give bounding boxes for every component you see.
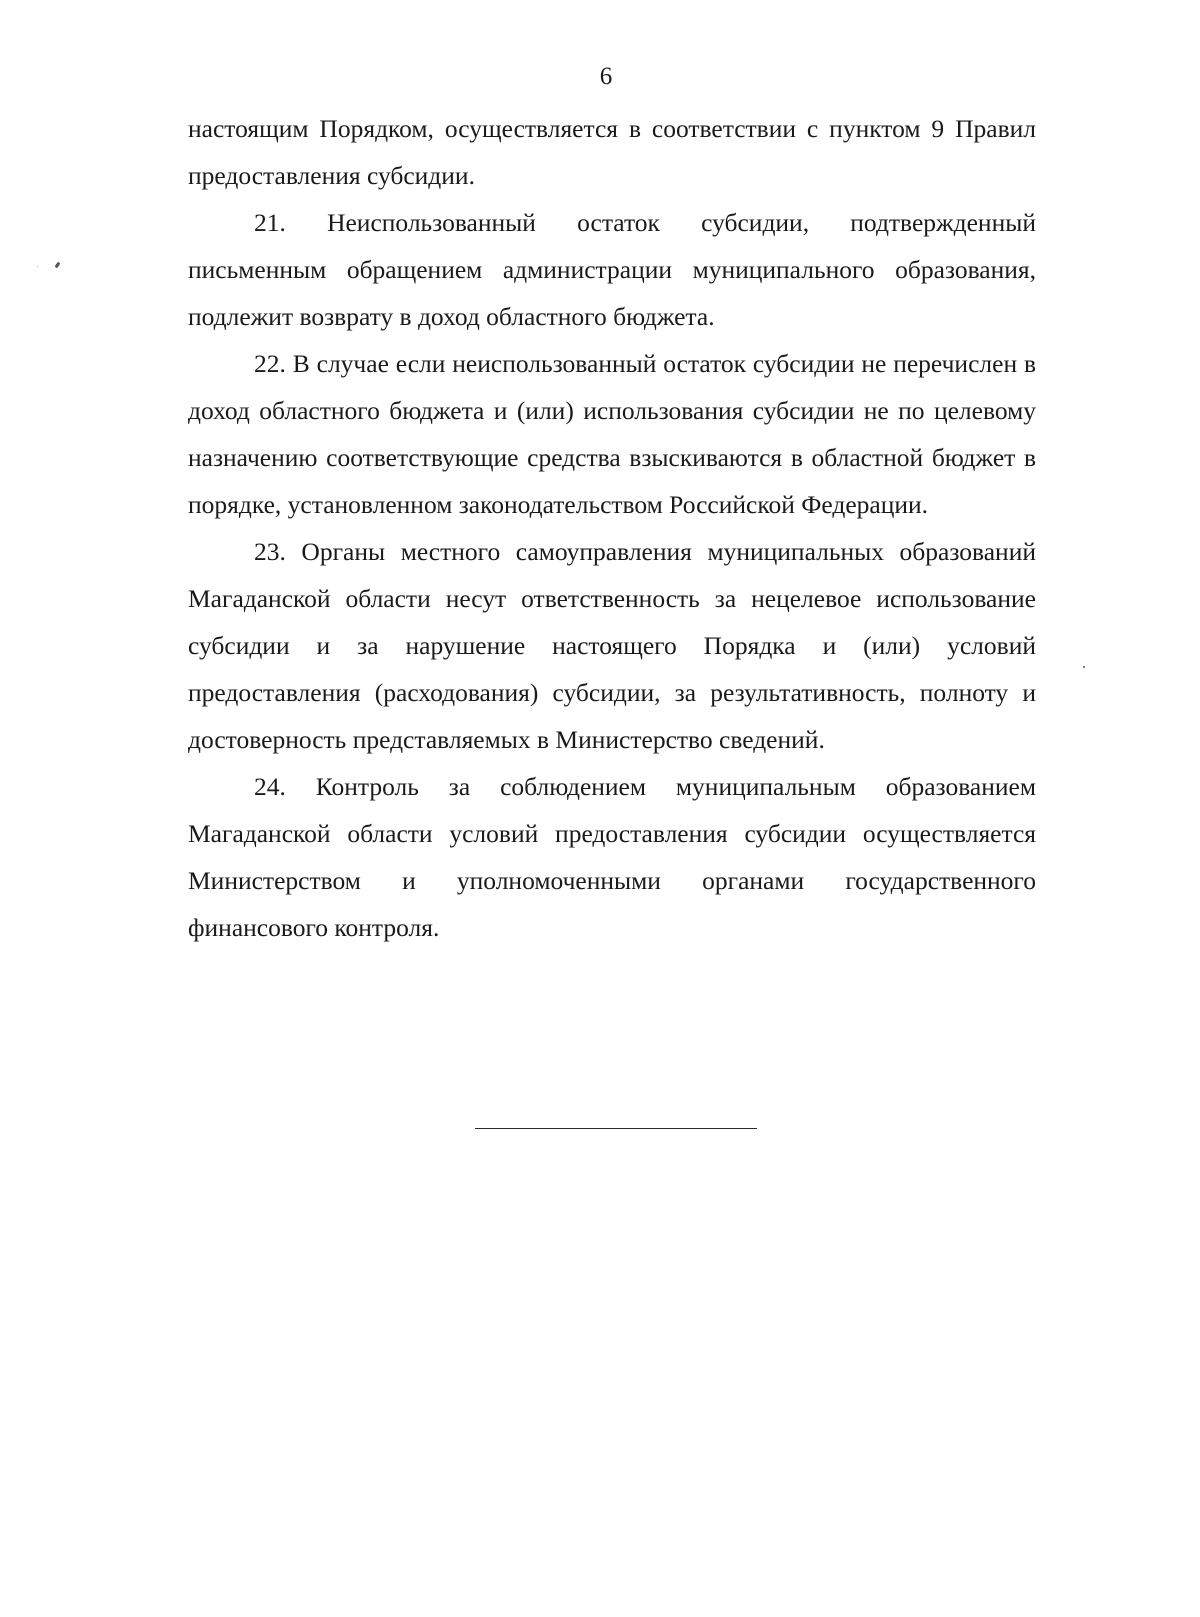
- scan-speck: [1083, 666, 1085, 668]
- scan-speck: [55, 262, 61, 269]
- document-body: [188, 105, 1036, 951]
- paragraph-continuation: настоящим Порядком, осуществляется в соответствии с пунктом 9 Правил предоставления субсидии.: [188, 114, 1036, 190]
- page-number: 6: [599, 63, 613, 90]
- paragraph-23: 23. Органы местного самоуправления муниципальных образований Магаданской области несут ответственность за нецелевое использование субсидии и за нарушение настоящего Порядка и (или) условий предоставления (расходования) субсидии, за результативность, полноту и достоверность представляемых в Министерство сведений.: [188, 537, 1036, 754]
- paragraph-21: 21. Неиспользованный остаток субсидии, подтвержденный письменным обращением администрации муниципального образования, подлежит возврату в доход областного бюджета.: [188, 208, 1036, 331]
- paragraph-24: 24. Контроль за соблюдением муниципальным образованием Магаданской области условий предоставления субсидии осуществляется Министерством и уполномоченными органами государственного финансового контроля.: [188, 772, 1036, 942]
- scan-speck: [37, 266, 38, 267]
- paragraph-22: 22. В случае если неиспользованный остаток субсидии не перечислен в доход областного бюджета и (или) использования субсидии не по целевому назначению соответствующие средства взыскиваются в областной бюджет в порядке, установленном законодательством Российской Федерации.: [188, 349, 1036, 519]
- end-divider-line: [475, 1128, 757, 1129]
